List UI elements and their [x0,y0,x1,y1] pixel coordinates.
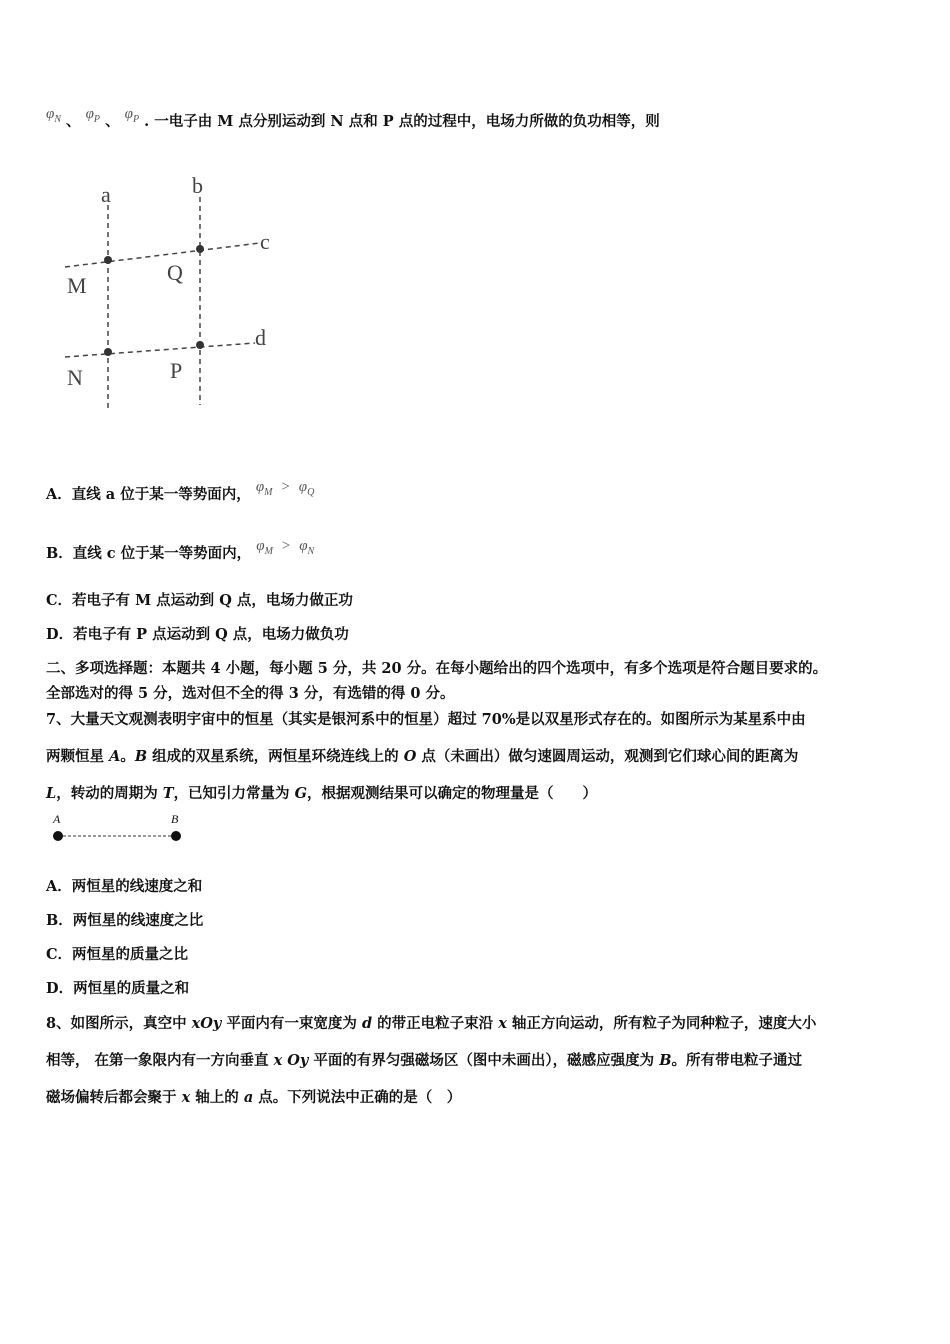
q7-option-b[interactable]: B．两恒星的线速度之比 [46,912,204,929]
line-d [65,343,255,357]
q7-option-c[interactable]: C．两恒星的质量之比 [46,946,189,963]
label-star-b: B [171,812,179,826]
section-instructions: 全部选对的得 5 分，选对但不全的得 3 分，有选错的得 0 分。 [46,685,455,702]
option-c[interactable]: C．若电子有 M 点运动到 Q 点，电场力做正功 [46,592,353,609]
section-heading: 二、多项选择题：本题共 4 小题，每小题 5 分，共 20 分。在每小题给出的四个选项中，有多个选项是符合题目要求的。 [46,660,828,677]
q8-line1: 8、如图所示，真空中 xOy 平面内有一束宽度为 d 的带正电粒子束沿 x 轴正方向运动，所有粒子为同种粒子，速度大小 [46,1015,817,1032]
phi-q: $\varphi_Q$ [298,479,315,498]
phi-m: $\varphi_M$ [256,538,273,557]
q8-line3: 磁场偏转后都会聚于 x 轴上的 a 点。下列说法中正确的是（ ） [46,1089,462,1106]
question-text: . 一电子由 M 点分别运动到 N 点和 P 点的过程中，电场力所做的负功相等，则 [144,113,660,130]
separator: 、 [66,113,81,130]
greater-than: > [281,538,291,554]
option-text: B．直线 c 位于某一等势面内， [46,545,252,562]
question-continuation [46,106,660,133]
binary-star-diagram [46,812,196,846]
line-c [65,243,260,267]
label-a: a [101,182,111,207]
q7-line3: L，转动的周期为 T，已知引力常量为 G，根据观测结果可以确定的物理量是（ ） [46,785,598,802]
point-m [104,256,112,264]
label-star-a: A [53,812,61,826]
phi-p: $\varphi_P$ [85,106,101,125]
label-m: M [67,273,87,298]
label-p: P [170,358,183,383]
star-a [53,831,63,841]
option-d[interactable]: D．若电子有 P 点运动到 Q 点，电场力做负功 [46,626,349,643]
label-d: d [255,325,266,350]
q7-line2: 两颗恒星 A。B 组成的双星系统，两恒星环绕连线上的 O 点（未画出）做匀速圆周运动，观测到它们球心间的距离为 [46,748,799,765]
phi-n: $\varphi_N$ [46,106,61,125]
phi-p2: $\varphi_P$ [124,106,140,125]
label-c: c [260,229,270,254]
option-b[interactable] [46,538,315,565]
option-a[interactable] [46,479,315,506]
equipotential-diagram [55,165,295,415]
separator: 、 [105,113,120,130]
label-b: b [192,173,203,198]
q7-line1: 7、大量天文观测表明宇宙中的恒星（其实是银河系中的恒星）超过 70%是以双星形式存在的。如图所示为某星系中由 [46,711,806,728]
point-n [104,348,112,356]
label-n: N [67,365,83,390]
star-b [171,831,181,841]
phi-m: $\varphi_M$ [255,479,273,498]
option-text: A．直线 a 位于某一等势面内， [46,486,251,503]
phi-n: $\varphi_N$ [299,538,315,557]
point-q [196,245,204,253]
point-p [196,341,204,349]
q7-option-a[interactable]: A．两恒星的线速度之和 [46,878,203,895]
q7-option-d[interactable]: D．两恒星的质量之和 [46,980,190,997]
label-q: Q [167,260,183,285]
greater-than: > [281,479,290,495]
q8-line2: 相等， 在第一象限内有一方向垂直 x Oy 平面的有界匀强磁场区（图中未画出），磁感应强度为 B。所有带电粒子通过 [46,1052,802,1069]
